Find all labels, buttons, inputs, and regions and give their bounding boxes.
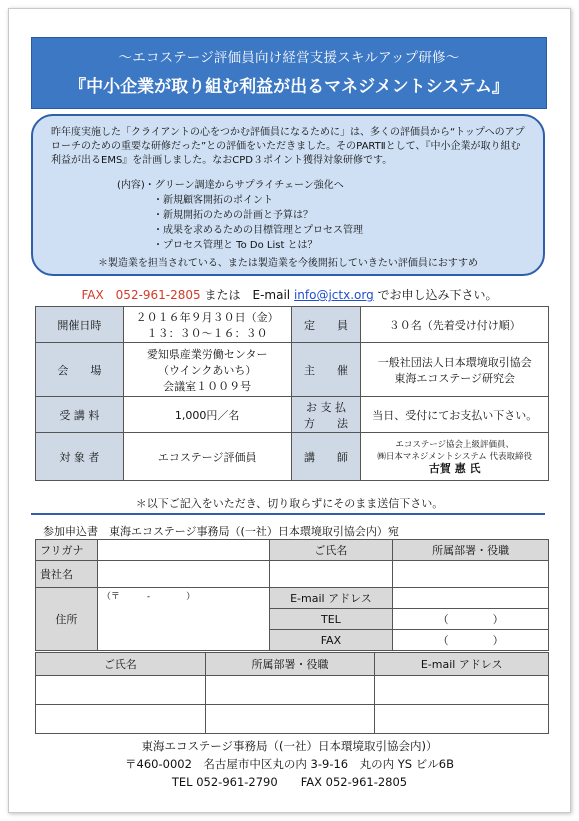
email-label: E-mail アドレス: [269, 588, 393, 609]
participant-email-input[interactable]: [375, 705, 549, 734]
target-value: エコステージ評価員: [123, 433, 291, 481]
time-value: １３：３０～１６：３０: [146, 326, 268, 340]
payment-value: 当日、受付にてお支払い下さい。: [361, 397, 549, 433]
content-item: ・新規開拓のための計画と予算は？: [153, 210, 313, 221]
fax-number: FAX 052-961-2805: [81, 288, 201, 302]
host-line: 東海エコステージ研究会: [394, 371, 515, 385]
content-item: ・プロセス管理と To Do List とは？: [153, 240, 318, 251]
participant-email-header: E-mail アドレス: [375, 653, 549, 676]
event-info-table: [35, 306, 549, 481]
participant-name-input[interactable]: [36, 705, 206, 734]
address-input[interactable]: [97, 588, 269, 651]
intro-box: [31, 114, 545, 276]
payment-label-line: 方 法: [303, 416, 348, 430]
lecturer-name: 古賀 惠 氏: [428, 461, 481, 475]
address-label: 住所: [36, 588, 98, 651]
venue-label: 会 場: [36, 343, 124, 397]
email-input[interactable]: [393, 588, 549, 609]
fee-value: 1,000円／名: [123, 397, 291, 433]
furigana-label: フリガナ: [36, 540, 98, 561]
flyer-page: [8, 8, 571, 813]
banner-title: 『中小企業が取り組む利益が出るマネジメントシステム』: [69, 77, 509, 97]
participant-dept-header: 所属部署・役職: [205, 653, 375, 676]
name-label: ご氏名: [269, 540, 393, 561]
payment-label-line: お 支 払: [305, 400, 346, 414]
payment-label: [291, 397, 361, 433]
tel-label: TEL: [269, 609, 393, 630]
title-banner: [31, 37, 547, 109]
participant-dept-input[interactable]: [205, 676, 375, 705]
tel-input[interactable]: （ ）: [393, 609, 549, 630]
postal-code: （〒 - ）: [101, 592, 196, 602]
fax-input[interactable]: （ ）: [393, 630, 549, 651]
lecturer-label: 講 師: [291, 433, 361, 481]
capacity-value: ３０名（先着受け付け順）: [361, 307, 549, 343]
cut-line: [31, 513, 545, 515]
contact-suffix: でお申し込み下さい。: [377, 288, 498, 302]
content-item: (内容)・グリーン調達からサプライチェーン強化へ: [117, 180, 344, 191]
venue-line: 愛知県産業労働センター: [146, 347, 268, 361]
company-input[interactable]: [97, 561, 269, 588]
contact-line: [9, 286, 570, 303]
fax-label: FAX: [269, 630, 393, 651]
host-cell: [361, 343, 549, 397]
application-form: [35, 539, 549, 651]
host-line: 一般社団法人日本環境取引協会: [377, 355, 532, 369]
venue-cell: [123, 343, 291, 397]
date-cell: [123, 307, 291, 343]
name-input[interactable]: [269, 561, 393, 588]
venue-line: （ウインクあいち）: [157, 363, 257, 377]
send-note: ＊以下ご記入をいただき、切り取らずにそのまま送信下さい。: [135, 497, 444, 510]
date-label: 開催日時: [36, 307, 124, 343]
content-item: ・新規顧客開拓のポイント: [153, 195, 273, 206]
footer-address: 〒460-0002 名古屋市中区丸の内 3-9-16 丸の内 YS ビル6B: [125, 757, 454, 771]
table-row: [36, 676, 549, 705]
application-title: 参加申込書 東海エコステージ事務局（(一社）日本環境取引協会内）宛: [43, 525, 399, 538]
participant-email-input[interactable]: [375, 676, 549, 705]
lecturer-cell: [361, 433, 549, 481]
participants-table: [35, 652, 549, 734]
company-label: 貴社名: [36, 561, 98, 588]
lecturer-line: エコステージ協会上級評価員、: [395, 439, 515, 450]
content-item: ・成果を求めるための目標管理とプロセス管理: [153, 225, 363, 236]
lecturer-line: ㈱日本マネジメントシステム 代表取締役: [377, 451, 532, 462]
participant-name-input[interactable]: [36, 676, 206, 705]
capacity-label: 定 員: [291, 307, 361, 343]
footer-contact: [9, 737, 570, 791]
recommendation-note: ＊製造業を担当されている、または製造業を今後開拓していきたい評価員におすすめ: [97, 258, 479, 269]
participant-dept-input[interactable]: [205, 705, 375, 734]
target-label: 対 象 者: [36, 433, 124, 481]
email-link[interactable]: info@jctx.org: [293, 288, 374, 302]
venue-line: 会議室１００９号: [163, 379, 252, 393]
intro-paragraph: 昨年度実施した「クライアントの心をつかむ評価員になるために」は、多くの評価員から“トップへのアプローチのための重要な研修だった”との評価をいただきました。そのPARTⅡとして、『中小企業が取り組む利益が出るEMS』を計画しました。なおCPD３ポイント獲得対象研修です。: [51, 127, 525, 166]
content-list: [117, 178, 525, 253]
contact-or: または E-mail: [204, 288, 291, 302]
footer-phone: TEL 052-961-2790 FAX 052-961-2805: [171, 775, 408, 789]
dept-label: 所属部署・役職: [393, 540, 549, 561]
dept-input[interactable]: [393, 561, 549, 588]
banner-subtitle: ～エコステージ評価員向け経営支援スキルアップ研修～: [118, 50, 460, 66]
fee-label: 受 講 料: [36, 397, 124, 433]
footer-office: 東海エコステージ事務局（(一社）日本環境取引協会内)）: [141, 739, 438, 753]
furigana-input[interactable]: [97, 540, 269, 561]
table-row: [36, 705, 549, 734]
participant-name-header: ご氏名: [36, 653, 206, 676]
date-value: ２０１６年９月３０日（金）: [135, 310, 279, 324]
host-label: 主 催: [291, 343, 361, 397]
